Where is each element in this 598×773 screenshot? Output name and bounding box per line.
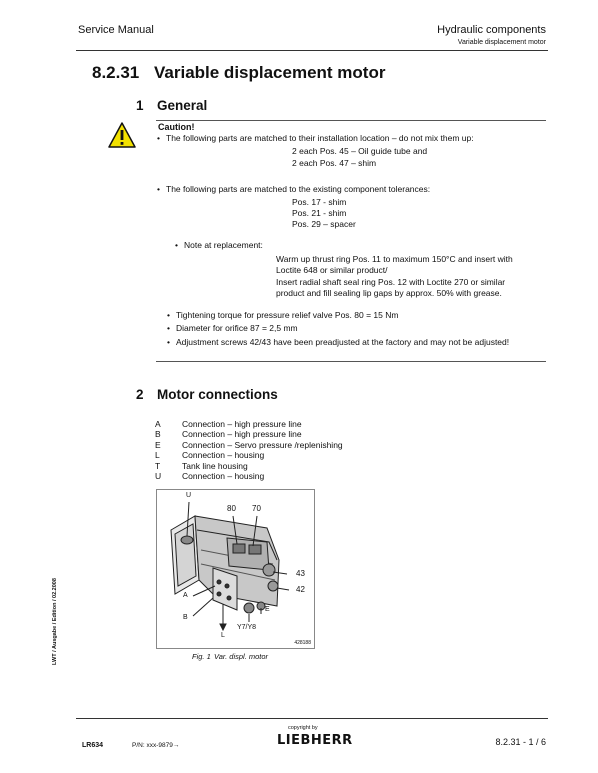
figure-label-y7y8: Y7/Y8 [237,624,257,631]
bullet-2: • The following parts are matched to the existing component tolerances: [166,184,430,195]
bullet-2-item: Pos. 17 - shim [292,197,347,207]
bullet-6: • Adjustment screws 42/43 have been preadjusted at the factory and may not be adjusted! [176,337,509,348]
bullet-3-item: Insert radial shaft seal ring Pos. 12 with Loctite 270 or similar [276,277,506,287]
figure-label-a: A [183,592,188,599]
figure-label-b: B [183,614,188,621]
connection-desc: Connection – housing [182,471,265,481]
section-title [92,63,385,83]
bullet-3-item: Warm up thrust ring Pos. 11 to maximum 150°C and insert with [276,254,513,264]
header-left-title: Service Manual [78,24,154,36]
bullet-1-item: 2 each Pos. 47 – shim [292,158,377,168]
caution-label: Caution! [158,122,195,132]
header-divider [76,50,548,51]
bullet-3-item: Loctite 648 or similar product/ [276,265,388,275]
figure-caption-text: Var. displ. motor [214,652,269,661]
connection-row [155,450,264,461]
warning-triangle-icon [107,121,137,149]
connections-heading [136,387,278,402]
bullet-2-item: Pos. 21 - shim [292,208,347,218]
connection-desc: Tank line housing [182,461,248,471]
connection-letter: T [155,461,161,471]
figure-label-e: E [265,606,270,613]
caution-top-line [156,120,546,121]
bullet-1: • The following parts are matched to their installation location – do not mix them up: [166,133,474,144]
connection-letter: B [155,429,161,439]
general-number: 1 [136,98,144,113]
general-title: General [157,98,208,113]
connection-desc: Connection – Servo pressure /replenishing [182,440,343,450]
bullet-1-item: 2 each Pos. 45 – Oil guide tube and [292,146,428,156]
figure-label-43: 43 [296,569,305,578]
connection-letter: L [155,450,160,460]
caution-bottom-line [156,361,546,362]
connection-row [155,471,264,482]
motor-figure [156,489,315,649]
bullet-3-item: product and fill sealing lip gaps by approx. 50% with grease. [276,288,502,298]
header-right-title: Hydraulic components [437,24,546,36]
connection-desc: Connection – high pressure line [182,419,302,429]
figure-caption [192,652,268,661]
bullet-4: • Tightening torque for pressure relief valve Pos. 80 = 15 Nm [176,310,398,321]
connection-row [155,440,343,451]
motor-drawing [157,490,314,648]
figure-label-u: U [186,492,192,499]
header-subtitle: Variable displacement motor [457,39,546,46]
general-heading [136,98,207,113]
edition-side-text: LWT / Ausgabe / Edition / 02.2008 [52,578,58,665]
copyright-text: copyright by [288,725,318,731]
section-number: 8.2.31 [92,63,140,82]
connection-row [155,461,248,472]
bullet-2-item: Pos. 29 – spacer [292,219,356,229]
connection-letter: A [155,419,161,429]
footer-page-number: 8.2.31 - 1 / 6 [495,737,546,747]
figure-caption-number: Fig. 1 [192,652,211,661]
connection-desc: Connection – high pressure line [182,429,302,439]
footer-part-number: P/N: xxx-9879→ [132,742,180,749]
connection-letter: E [155,440,161,450]
connection-letter: U [155,471,162,481]
connection-desc: Connection – housing [182,450,265,460]
figure-label-42: 42 [296,585,305,594]
footer-model: LR634 [82,742,104,749]
figure-label-80: 80 [227,504,236,513]
section-title-text: Variable displacement motor [154,63,386,82]
connections-number: 2 [136,387,144,402]
connections-title: Motor connections [157,387,278,402]
figure-id: 428188 [294,640,311,646]
bullet-3: • Note at replacement: [184,240,263,251]
figure-label-70: 70 [252,504,261,513]
figure-label-l: L [221,632,225,639]
footer-divider [76,718,548,719]
connection-row [155,429,302,440]
bullet-5: • Diameter for orifice 87 = 2,5 mm [176,323,298,334]
liebherr-logo: LIEBHERR [277,733,353,748]
connection-row [155,419,302,430]
